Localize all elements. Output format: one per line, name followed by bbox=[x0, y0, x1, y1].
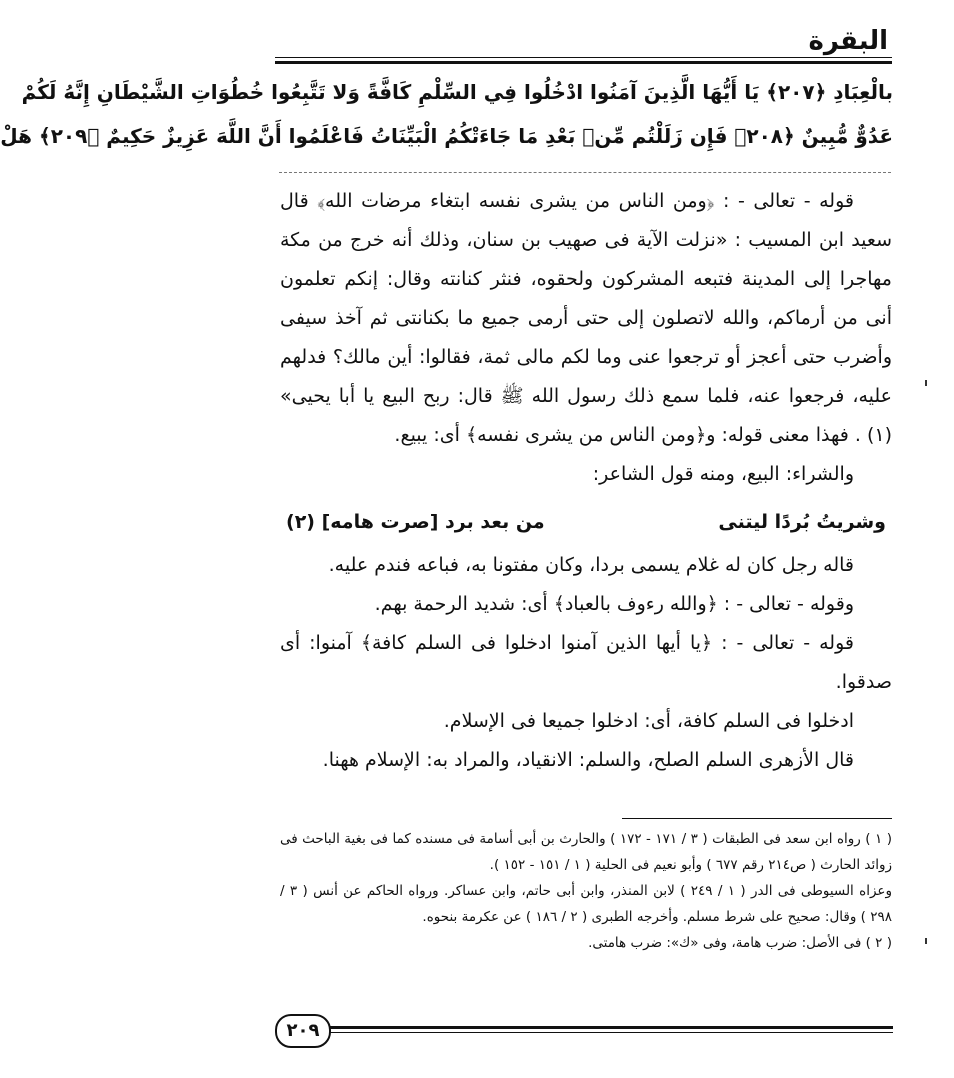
poem-hemistich-right: وشريتُ بُردًا ليتنى bbox=[718, 511, 886, 533]
commentary-paragraph-7: قال الأزهرى السلم الصلح، والسلم: الانقياد، والمراد به: الإسلام ههنا. bbox=[322, 749, 854, 771]
footnote-2: ( ٢ ) فى الأصل: ضرب هامة، وفى «ك»: ضرب هامتى. bbox=[588, 935, 892, 951]
footer-rule-thick bbox=[327, 1026, 893, 1029]
footnotes bbox=[280, 826, 892, 956]
poem-verse bbox=[280, 494, 892, 546]
commentary-paragraph-3: قاله رجل كان له غلام يسمى بردا، وكان مفتونا به، فباعه فندم عليه. bbox=[328, 554, 854, 576]
header-rule-thin bbox=[275, 57, 892, 58]
page-number: ٢٠٩ bbox=[275, 1014, 331, 1048]
margin-mark bbox=[925, 938, 927, 944]
margin-mark bbox=[925, 380, 927, 386]
verses-divider bbox=[279, 172, 891, 173]
footer-rule-thin bbox=[327, 1032, 893, 1033]
commentary-paragraph-5: قوله - تعالى - : ﴿يا أيها الذين آمنوا ادخلوا فى السلم كافة﴾ آمنوا: أى صدقوا. bbox=[280, 632, 892, 693]
poem-hemistich-left: من بعد برد [صرت هامه] (٢) bbox=[286, 511, 545, 533]
commentary-paragraph-1: قوله - تعالى - : ﴿ومن الناس من يشرى نفسه ابتغاء مرضات الله﴾ قال سعيد ابن المسيب : «نزلت الآية فى صهيب بن سنان، وذلك أنه خرج من مكة مهاجرا إلى المدينة فتبعه المشركون ولحقوه، فنثر كنانته وقال: إنكم تعلمون أنى من أرماكم، والله لاتصلون إلى حتى أرمى جميع ما بكنانتى ثم آخذ سيفى وأضرب حتى أعجز أو ترجعوا عنى وما لكم مالى ثمة، فقالوا: أين مالك؟ فدلهم عليه، فرجعوا عنه، فلما سمع ذلك رسول الله ﷺ قال: ربح البيع يا أبا يحيى» (١) . فهذا معنى قوله: و﴿ومن الناس من يشرى نفسه﴾ أى: يبيع. bbox=[280, 190, 892, 446]
verse-line-1: بالْعِبَادِ ﴿٢٠٧﴾ يَا أَيُّهَا الَّذِينَ آمَنُوا ادْخُلُوا فِي السِّلْمِ كَافَّةً وَلا تَتَّبِعُوا خُطُوَاتِ الشَّيْطَانِ إِنَّهُ لَكُمْ bbox=[21, 80, 893, 104]
header-rule-thick bbox=[275, 61, 892, 64]
quran-verses bbox=[0, 70, 893, 158]
commentary-paragraph-2: والشراء: البيع، ومنه قول الشاعر: bbox=[592, 463, 854, 485]
commentary-paragraph-4: وقوله - تعالى - : ﴿والله رءوف بالعباد﴾ أى: شديد الرحمة بهم. bbox=[374, 593, 854, 615]
verse-line-2: عَدُوٌّ مُّبِينٌ ﴿٢٠٨﴾ فَإِن زَلَلْتُم مِّنۢ بَعْدِ مَا جَاءَتْكُمُ الْبَيِّنَاتُ فَاعْلَمُوا أَنَّ اللَّهَ عَزِيزٌ حَكِيمٌ ﴿٢٠٩﴾ هَلْ bbox=[0, 124, 893, 148]
commentary bbox=[280, 182, 892, 780]
commentary-paragraph-6: ادخلوا فى السلم كافة، أى: ادخلوا جميعا فى الإسلام. bbox=[443, 710, 854, 732]
footnote-1: ( ١ ) رواه ابن سعد فى الطبقات ( ٣ / ١٧١ - ١٧٢ ) والحارث بن أبى أسامة فى مسنده كما فى بغية الباحث فى زوائد الحارث ( ص٢١٤ رقم ٦٧٧ ) وأبو نعيم فى الحلية ( ١ / ١٥١ - ١٥٢ ). bbox=[280, 831, 893, 873]
surah-title: البقرة bbox=[808, 26, 888, 56]
footnote-1-continued: وعزاه السيوطى فى الدر ( ١ / ٢٤٩ ) لابن المنذر، وابن أبى حاتم، وابن عساكر. ورواه الحاكم عن أنس ( ٣ / ٢٩٨ ) وقال: صحيح على شرط مسلم. وأخرجه الطبرى ( ٢ / ١٨٦ ) عن عكرمة بنحوه. bbox=[280, 883, 892, 925]
footnote-divider bbox=[622, 818, 892, 819]
